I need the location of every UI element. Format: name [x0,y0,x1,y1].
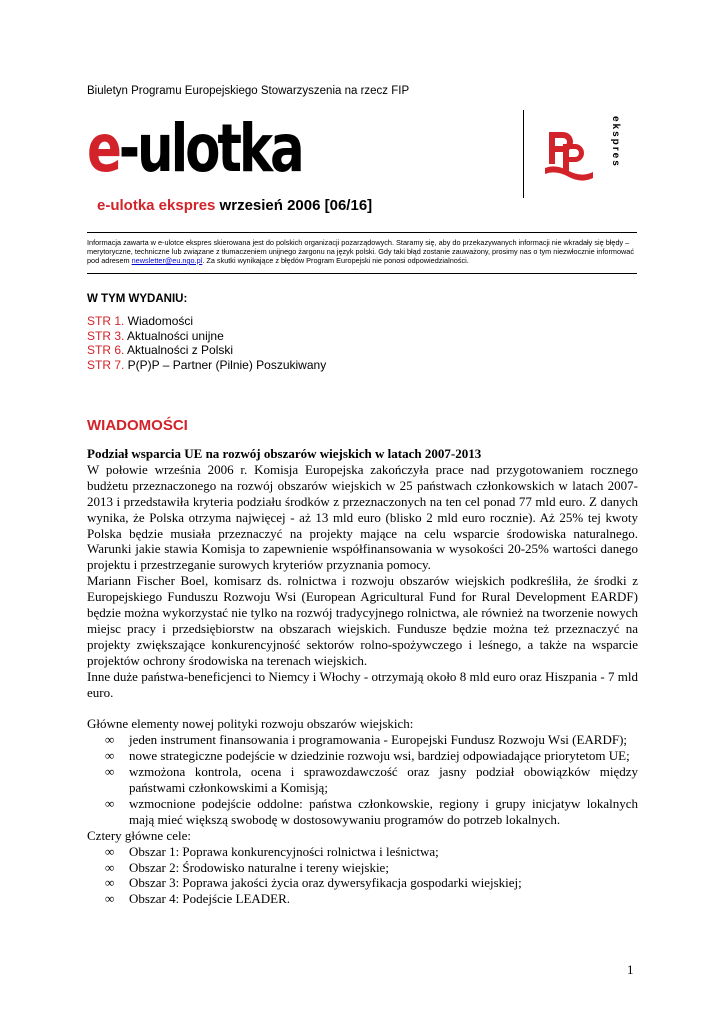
ppl-logo-icon [539,118,599,190]
toc-item[interactable] [87,314,326,329]
disclaimer-email-link[interactable]: newsletter@eu.ngo.pl [131,256,203,265]
toc-item-label: P(P)P – Partner (Pilnie) Poszukiwany [124,357,327,372]
issue-title-brand: e-ulotka ekspres [97,197,216,214]
toc-item-page: STR 1. [87,314,125,328]
infinity-bullet-icon: ∞ [105,875,115,891]
list-item [87,860,638,876]
toc-item-label: Aktualności z Polski [124,343,234,358]
list-item-text: Obszar 4: Podejście LEADER. [129,891,291,907]
list-item-text: jeden instrument finansowania i programowania - Europejski Fundusz Rozwoju Wsi (EARDF); [129,732,628,748]
logo-e: e [87,110,119,187]
article-paragraph: Mariann Fischer Boel, komisarz ds. rolnictwa i rozwoju obszarów wiejskich podkreśliła, że środki z Europejskiego Funduszu Rozwoju Wsi (European Agricultural Fund for Rural Development EARDF) będzie można wykorzystać nie tylko na rozwój tradycyjnego rolnictwa, ale również na tworzenie nowych miejsc pracy i przedsiębiorstw na obszarach wiejskich. Fundusze będzie można też przeznaczyć na projekty zwiększające konkurencyjność sektorów rolno-spożywczego i leśnego, a także na wsparcie projektów ochrony środowiska na terenach wiejskich. [87,573,638,668]
toc-item[interactable] [87,329,326,344]
infinity-bullet-icon: ∞ [105,764,115,780]
goals-list [87,844,638,908]
article-paragraph: W połowie września 2006 r. Komisja Europejska zakończyła prace nad przygotowaniem rocznego budżetu przeznaczonego na rozwój obszarów wiejskich w 25 państwach członkowskich w latach 2007-2013 i przedstawiła kryteria podziału środków z przeznaczonych na ten cel ponad 77 mld euro. Z danych wynika, że Polska otrzyma najwięcej - aż 13 mld euro (blisko 2 mld euro rocznie). Aż 25% tej kwoty Polska będzie musiała przeznaczyć na projekty mające na celu wsparcie środowiska naturalnego. Warunki jakie stawia Komisja to zapewnienie współfinansowania w wysokości 20-25% wartości danego projektu i przestrzeganie surowych kryteriów przyznania pomocy. [87,461,638,573]
page-number: 1 [627,962,634,977]
masthead [87,110,637,198]
list-item-text: Obszar 3: Poprawa jakości życia oraz dywersyfikacja gospodarki wiejskiej; [129,875,522,891]
issue-title-date: wrzesień 2006 [06/16] [215,197,373,214]
list-item [87,844,638,860]
disclaimer-text: Informacja zawarta w e-ulotce ekspres skierowana jest do polskich organizacji pozarządowych. Staramy się, aby do przekazywanych informacji nie wkradały się błędy – merytoryczne, techniczne lub związane z tłumaczeniem unijnego żargonu na język polski. Gdy taki błąd zostanie zauważony, prosimy nas o tym niezwłocznie informować pod adresem [87,238,634,265]
newsletter-subtitle: Biuletyn Programu Europejskiego Stowarzyszenia na rzecz FIP [87,85,410,97]
elements-intro: Główne elementy nowej polityki rozwoju obszarów wiejskich: [87,716,414,732]
list-item [87,875,638,891]
infinity-bullet-icon: ∞ [105,748,115,764]
table-of-contents [87,314,326,372]
logo-rest: -ulotka [118,110,302,187]
disclaimer-text-end: . Za skutki wynikające z błędów Program Europejski nie ponosi odpowiedzialności. [202,256,469,265]
toc-heading: W TYM WYDANIU: [87,293,188,305]
list-item-text: Obszar 1: Poprawa konkurencyjności rolnictwa i leśnictwa; [129,843,439,859]
list-item [87,796,638,828]
infinity-bullet-icon: ∞ [105,859,115,875]
article-title: Podział wsparcia UE na rozwój obszarów wiejskich w latach 2007-2013 [87,446,482,461]
elements-list [87,732,638,827]
toc-item-label: Wiadomości [124,314,194,328]
issue-title [97,197,372,214]
disclaimer-bottom-rule [87,273,637,274]
section-heading: WIADOMOŚCI [87,417,188,434]
infinity-bullet-icon: ∞ [105,891,115,907]
infinity-bullet-icon: ∞ [105,795,115,811]
article [87,446,638,907]
e-ulotka-logo [87,110,302,187]
masthead-divider [523,110,524,198]
list-item-text: wzmocnione podejście oddolne: państwa członkowskie, regiony i grupy inicjatyw lokalnych mają mieć większą swobodę w dostosowywaniu programów do potrzeb lokalnych. [129,795,638,827]
list-item [87,748,638,764]
goals-intro: Cztery główne cele: [87,827,191,843]
list-item [87,764,638,796]
ekspres-vertical-label: ekspres [610,116,621,168]
list-item-text: wzmożona kontrola, ocena i sprawozdawczość oraz jasny podział obowiązków między państwami członkowskimi a Komisją; [129,764,638,796]
infinity-bullet-icon: ∞ [105,732,115,748]
toc-item[interactable] [87,343,326,358]
list-item-text: nowe strategiczne podejście w dziedzinie rozwoju wsi, bardziej odpowiadające priorytetom UE; [129,748,630,764]
toc-item[interactable] [87,358,326,373]
list-item [87,891,638,907]
infinity-bullet-icon: ∞ [105,843,115,859]
paragraph-gap [87,701,638,717]
list-item-text: Obszar 2: Środowisko naturalne i tereny wiejskie; [129,859,389,875]
list-item [87,732,638,748]
toc-item-label: Aktualności unijne [124,328,224,343]
toc-item-page: STR 6. [87,343,125,358]
toc-item-page: STR 3. [87,328,125,343]
disclaimer [87,238,637,265]
article-paragraph: Inne duże państwa-beneficjenci to Niemcy i Włochy - otrzymają około 8 mld euro oraz Hiszpania - 7 mld euro. [87,668,638,700]
disclaimer-top-rule [87,232,637,233]
toc-item-page: STR 7. [87,357,125,372]
